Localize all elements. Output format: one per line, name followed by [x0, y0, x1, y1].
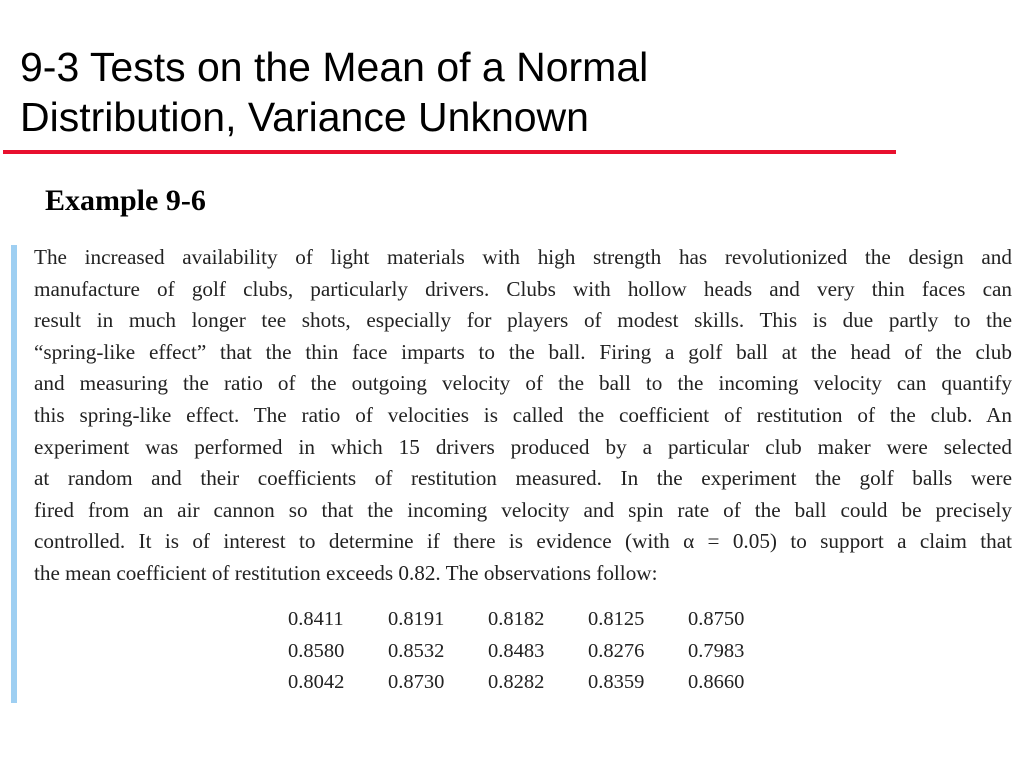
table-cell: 0.8483 — [488, 639, 545, 662]
table-row — [288, 667, 788, 699]
table-cell: 0.7983 — [688, 639, 745, 662]
table-row — [288, 604, 788, 636]
example-heading: Example 9-6 — [45, 184, 206, 217]
table-cell: 0.8730 — [388, 671, 445, 694]
slide-title-line-2: Distribution, Variance Unknown — [20, 94, 589, 140]
table-cell: 0.8750 — [688, 608, 745, 631]
paragraph-line: fired from an air cannon so that the incoming velocity and spin rate of the ball could be precisely — [34, 497, 1012, 522]
table-cell: 0.8191 — [388, 608, 445, 631]
table-cell: 0.8660 — [688, 671, 745, 694]
paragraph-line: the mean coefficient of restitution exceeds 0.82. The observations follow: — [34, 560, 658, 585]
paragraph-line: experiment was performed in which 15 drivers produced by a particular club maker were selected — [34, 434, 1012, 459]
table-cell: 0.8276 — [588, 639, 645, 662]
paragraph-line: “spring-like effect” that the thin face imparts to the ball. Firing a golf ball at the head of the club — [34, 339, 1012, 364]
table-cell: 0.8580 — [288, 639, 345, 662]
table-cell: 0.8182 — [488, 608, 545, 631]
paragraph-line: this spring-like effect. The ratio of velocities is called the coefficient of restitution of the club. An — [34, 402, 1012, 427]
paragraph-line: manufacture of golf clubs, particularly drivers. Clubs with hollow heads and very thin faces can — [34, 276, 1012, 301]
paragraph-line: and measuring the ratio of the outgoing velocity of the ball to the incoming velocity can quantify — [34, 371, 1012, 396]
paragraph-line: controlled. It is of interest to determine if there is evidence (with α = 0.05) to support a claim that — [34, 529, 1012, 554]
title-divider — [3, 150, 896, 154]
example-paragraph — [34, 242, 1012, 590]
paragraph-line: at random and their coefficients of restitution measured. In the experiment the golf balls were — [34, 466, 1012, 491]
slide-title-line-1: 9-3 Tests on the Mean of a Normal — [20, 44, 649, 90]
table-cell: 0.8282 — [488, 671, 545, 694]
table-cell: 0.8042 — [288, 671, 345, 694]
paragraph-line: result in much longer tee shots, especially for players of modest skills. This is due partly to the — [34, 308, 1012, 333]
table-cell: 0.8411 — [288, 608, 344, 631]
paragraph-line: The increased availability of light materials with high strength has revolutionized the design and — [34, 245, 1012, 269]
slide-title — [20, 42, 880, 142]
table-cell: 0.8125 — [588, 608, 645, 631]
table-row — [288, 636, 788, 668]
table-cell: 0.8359 — [588, 671, 645, 694]
table-cell: 0.8532 — [388, 639, 445, 662]
observations-table — [288, 604, 788, 699]
excerpt-accent-bar — [11, 245, 17, 703]
